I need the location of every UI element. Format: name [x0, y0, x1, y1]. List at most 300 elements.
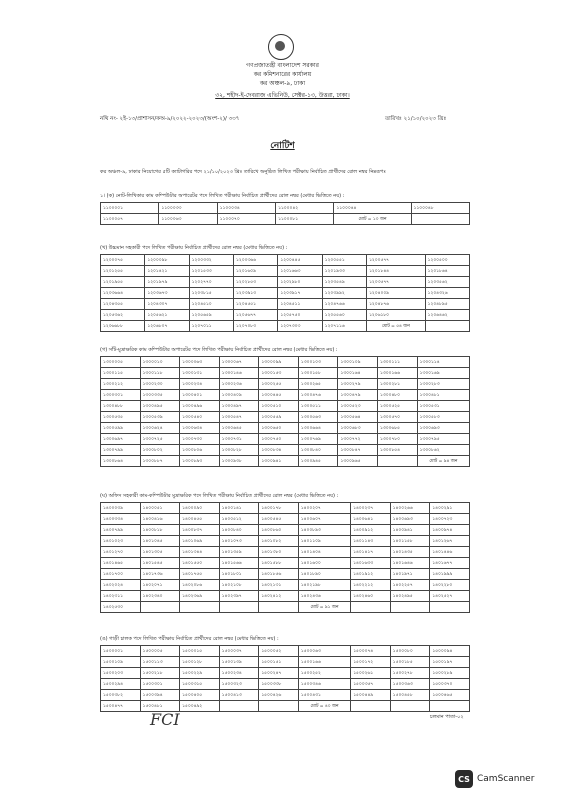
- roll-number: ১৩০০১৬৯: [417, 368, 469, 379]
- roll-number: ১২০৪৫১০: [189, 299, 233, 310]
- total-count: মোট = ৪০ জন: [298, 701, 350, 712]
- memo-number: নথি নং- ২ই-১৩/প্রাশাসন/কঅ-৯/২০২২-২০২৩/(অংশ-২)/ ৩৩৭: [100, 116, 240, 122]
- roll-number: ১৪০১০৪৫: [140, 536, 180, 547]
- roll-number: ১৫০০৩৫৭: [351, 679, 391, 690]
- header-line3: কর অঞ্চল-৯, ঢাকা: [259, 80, 306, 87]
- table-row: [101, 299, 470, 310]
- roll-number: ১৪০২১০৮: [219, 580, 259, 591]
- roll-number: ১৩০০১১৮: [140, 368, 180, 379]
- roll-number: ১৩০০১৫৩: [259, 368, 299, 379]
- roll-number: ১৪০১৪০৪: [298, 547, 350, 558]
- roll-number: ১৩০০৬৮৫: [378, 423, 418, 434]
- roll-number: ১৩০০৬৫০: [259, 423, 299, 434]
- roll-number: ১৩০০১১১: [378, 357, 418, 368]
- roll-number: ১৫০০০৮০: [390, 646, 430, 657]
- roll-number: ১৩০০০৬৩: [180, 357, 220, 368]
- table-row: [101, 690, 470, 701]
- roll-number: ১৫০০২৪৭: [259, 668, 299, 679]
- roll-number: ১৩০০১৩১: [180, 368, 220, 379]
- roll-number: ১২০৭০১১: [189, 321, 233, 332]
- roll-number: ১৫০০৪২৬: [259, 690, 299, 701]
- section-title: (খ) উচ্চমান সহকারী পদে লিখিত পরীক্ষায় নির্বাচিত প্রার্থীদের রোল নম্বর (মেধার ভিত্তিতে নয়) :: [100, 245, 288, 251]
- roll-number: ১৩০০১০৩: [298, 357, 338, 368]
- roll-number: ১২০৬৮০৭: [145, 321, 189, 332]
- roll-number: ১৫০০২৬১: [351, 668, 391, 679]
- roll-number: ১৪০১৩০৫: [140, 547, 180, 558]
- roll-number: ১১০০০৫৭: [101, 214, 159, 225]
- roll-number: ১৪০১৯৯৯: [430, 569, 470, 580]
- roll-number: ১২০১৯৩৩: [322, 266, 366, 277]
- roll-number: ১২০১৬০৯: [234, 266, 278, 277]
- roll-number: ১৪০২৩৪০: [140, 591, 180, 602]
- roll-number: ১৫০০০৫২: [259, 646, 299, 657]
- roll-number: ১৩০০৫৮৩: [417, 412, 469, 423]
- roll-number: ১৩০০৪৭৯: [338, 390, 378, 401]
- roll-number: [219, 602, 259, 613]
- camscanner-logo-icon: CS: [455, 770, 473, 788]
- roll-number: [351, 602, 391, 613]
- roll-number: ১৩০০৩০১: [101, 390, 141, 401]
- roll-number: ১৩০০৫৩১: [417, 401, 469, 412]
- roll-number: ১৩০০৫২৩: [338, 401, 378, 412]
- roll-number: ১৫০০১৯৭: [430, 657, 470, 668]
- roll-table: [100, 645, 470, 712]
- roll-table: [100, 502, 470, 613]
- roll-number: ১৪০০১৭৮: [259, 503, 299, 514]
- roll-number: ১৪০০৮৯৩: [298, 525, 350, 536]
- roll-number: ১৪০২৫২৭: [430, 591, 470, 602]
- table-row: [101, 591, 470, 602]
- table-row: [101, 277, 470, 288]
- roll-number: ১২০৭৩০৩: [278, 321, 322, 332]
- roll-number: [425, 321, 469, 332]
- roll-number: ১৫০০১১৩: [140, 657, 180, 668]
- roll-number: ১১০০০৬৩: [159, 214, 217, 225]
- roll-number: ১৩০০৫১০: [259, 401, 299, 412]
- roll-number: ১৫০০০০১: [101, 646, 141, 657]
- table-row: [101, 401, 470, 412]
- roll-number: ১৪০০৬৪১: [351, 514, 391, 525]
- roll-number: ১১০০০৭০: [217, 214, 275, 225]
- roll-number: ১১০০০৩৩: [159, 203, 217, 214]
- roll-number: ১২০৪০০৯: [367, 288, 426, 299]
- roll-number: ১৩০০৬৯৩: [417, 423, 469, 434]
- roll-number: ১৪০১১৫৮: [390, 536, 430, 547]
- table-row: [101, 266, 470, 277]
- roll-number: ১৫০০৩৪৬: [298, 679, 350, 690]
- roll-number: ১৪০১৩৪৪: [180, 547, 220, 558]
- roll-number: ১২০৪৩০৭: [145, 299, 189, 310]
- roll-number: ১৩০০৮০২: [140, 445, 180, 456]
- roll-number: ১২০০৩৩২: [189, 255, 233, 266]
- roll-number: ১৫০০১৩৯: [219, 657, 259, 668]
- roll-number: ১৪০১১০৯: [298, 536, 350, 547]
- table-row: [101, 357, 470, 368]
- roll-number: ১১০০০৪৮: [411, 203, 469, 214]
- roll-number: ১৪০১৫৪৫: [140, 558, 180, 569]
- roll-number: ১৪০১০২৩: [101, 536, 141, 547]
- roll-number: ১৫০০২৯৪: [101, 679, 141, 690]
- roll-number: ১৩০০৮২৮: [219, 445, 259, 456]
- roll-number: ১২০০৫৭৭: [367, 255, 426, 266]
- government-seal-icon: [268, 34, 294, 60]
- roll-number: ১২০১৮৬৪: [425, 266, 469, 277]
- roll-number: ১৩০০১৬৪: [338, 368, 378, 379]
- roll-number: ১৪০২৪১২: [259, 591, 299, 602]
- roll-number: ১৫০০১৬৬: [298, 657, 350, 668]
- table-row: [101, 679, 470, 690]
- roll-table: [100, 202, 470, 225]
- roll-number: ১৩০০৭৯৫: [417, 434, 469, 445]
- roll-number: ১৩০০১০৯: [338, 357, 378, 368]
- table-row: [101, 368, 470, 379]
- roll-number: ১৪০২১৯৮: [298, 580, 350, 591]
- roll-number: ১৩০০১৪৬: [219, 368, 259, 379]
- roll-number: ১৪০২৩৬৯: [180, 591, 220, 602]
- table-row: [101, 569, 470, 580]
- roll-number: ১৪০০৪৫৫: [180, 514, 220, 525]
- roll-number: ১২০১৯৭৯: [145, 277, 189, 288]
- roll-number: ১৩০০৪৮০: [378, 390, 418, 401]
- roll-number: ১৩০০৫৪৭: [219, 412, 259, 423]
- total-count: মোট = ৫৪ জন: [367, 321, 426, 332]
- roll-number: ১৫০০৩৮২: [101, 690, 141, 701]
- roll-number: ১৪০১২৬৭: [430, 536, 470, 547]
- roll-number: ১৪০০০৩৯: [101, 503, 141, 514]
- roll-number: ১৩০০৮০৬: [180, 445, 220, 456]
- roll-number: ১৩০০৭৩১: [219, 434, 259, 445]
- roll-number: ১৫০০৩০১: [140, 679, 180, 690]
- header-line1: গণপ্রজাতন্ত্রী বাংলাদেশ সরকার: [246, 62, 319, 69]
- roll-number: ১৩০০৯৬৫: [338, 456, 378, 467]
- continued-page-note: চলমান পাতা-০২: [430, 714, 464, 720]
- table-row: [101, 255, 470, 266]
- roll-number: ১৩০০৫৬৪: [338, 412, 378, 423]
- roll-number: ১৩০০৫২৫: [378, 401, 418, 412]
- roll-number: ১৪০১৬৭৭: [430, 558, 470, 569]
- roll-number: ১৫০০২৭৮: [390, 668, 430, 679]
- roll-number: ১৩০০২১২: [101, 379, 141, 390]
- roll-number: ১৩০০৯৩৮: [219, 456, 259, 467]
- roll-number: ১৩০০৫১১: [298, 401, 338, 412]
- roll-number: [351, 701, 391, 712]
- roll-number: ১৫০০৪৫৮: [390, 690, 430, 701]
- roll-number: ১৪০১৪৬৫: [101, 558, 141, 569]
- roll-number: ১৪০০৪১৬: [140, 514, 180, 525]
- roll-number: ১৪০১৬৩৩: [351, 558, 391, 569]
- total-count: মোট = ১০ জন: [334, 214, 411, 225]
- roll-number: ১৩০০৮৩৪: [259, 445, 299, 456]
- roll-number: ১২০০৫৫১: [322, 255, 366, 266]
- roll-number: ১৪০০৩৩৪: [101, 514, 141, 525]
- roll-number: ১২০১৯৫৫: [101, 277, 145, 288]
- roll-number: ১৪০১৫৮৮: [259, 558, 299, 569]
- roll-number: ১৪০২৪৩৬: [298, 591, 350, 602]
- roll-number: [219, 701, 259, 712]
- section-title: ১। (ক) নোট-লিখিকার কাম কম্পিউটার অপারেটর পদে লিখিত পরীক্ষায় নির্বাচিত প্রার্থীদের রোল নম্বর (মেধার ভিত্তিতে নয়) :: [100, 193, 345, 199]
- roll-number: ১৩০০২৩৪: [180, 379, 220, 390]
- roll-number: ১৩০০২৭৯: [338, 379, 378, 390]
- roll-number: ১২০০৪৪৫: [278, 255, 322, 266]
- roll-number: ১২০৭১১৬: [322, 321, 366, 332]
- roll-number: ১৩০০৪০১: [180, 390, 220, 401]
- roll-number: ১৩০০২৩০: [140, 379, 180, 390]
- roll-number: ১২০৪৫৫১: [234, 299, 278, 310]
- roll-number: ১২০৩৫৭৭: [367, 277, 426, 288]
- roll-number: ১৪০০৮৬০: [259, 525, 299, 536]
- roll-number: ১৪০০২৬৬: [390, 503, 430, 514]
- roll-number: ১৪০১৩৫৯: [219, 547, 259, 558]
- roll-number: ১৫০০২৩৪: [219, 668, 259, 679]
- roll-number: ১৩০০৪৯৬: [180, 401, 220, 412]
- roll-number: ১২০৬১৮০: [367, 310, 426, 321]
- table-row: [101, 288, 470, 299]
- table-row: [101, 203, 470, 214]
- roll-number: ১৩০০৮৫৪: [378, 445, 418, 456]
- roll-number: ১৩০০৫৭০: [378, 412, 418, 423]
- roll-number: ১৫০০৩২৩: [219, 679, 259, 690]
- roll-number: ১১০০০৩৪: [217, 203, 275, 214]
- roll-number: ১৫০০৪১৩: [219, 690, 259, 701]
- roll-number: ১৩০০৯৪১: [259, 456, 299, 467]
- roll-number: ১২০৬৬৮৮: [101, 321, 145, 332]
- roll-number: [140, 602, 180, 613]
- roll-number: ১২০১৫৩৩: [189, 266, 233, 277]
- roll-number: ১৩০০৪৪৫: [259, 390, 299, 401]
- roll-number: ১৪০১৬৪৬: [390, 558, 430, 569]
- roll-number: ১২০২৯৮০: [278, 277, 322, 288]
- roll-number: ১২০১২৫৫: [101, 266, 145, 277]
- roll-number: [180, 602, 220, 613]
- roll-number: ১৪০২২৫৭: [390, 580, 430, 591]
- roll-number: ১৩০০৭৯৯: [101, 445, 141, 456]
- roll-number: ১৪০২০৭১: [140, 580, 180, 591]
- roll-number: ১৪০০২৩৭: [351, 503, 391, 514]
- table-row: [101, 412, 470, 423]
- roll-number: ১২০০০৭৫: [101, 255, 145, 266]
- roll-number: ১৪০১১৪৩: [351, 536, 391, 547]
- roll-number: ১৩০০১১৫: [101, 368, 141, 379]
- roll-number: ১৪০০৮৪০: [219, 525, 259, 536]
- roll-number: ১৪০০৬০৭: [298, 514, 350, 525]
- header-address: ৩২, শহীদ-ই-দেবরাজ এভিনিউ, সেক্টর-১৩, উত্তরা, ঢাকা।: [215, 92, 350, 99]
- table-row: [101, 379, 470, 390]
- roll-number: ১৩০০৪৯৭: [219, 401, 259, 412]
- roll-number: ১২০২৭৭০: [189, 277, 233, 288]
- roll-number: ১২০৫৩৬২: [101, 310, 145, 321]
- roll-number: ১২০১৪২১: [145, 266, 189, 277]
- roll-number: ১৪০২৪৯৫: [390, 591, 430, 602]
- roll-number: ১৫০০৪৬৫: [430, 690, 470, 701]
- roll-number: ১৩০০১৬৬: [378, 368, 418, 379]
- roll-number: ১৫০০২৫২: [298, 668, 350, 679]
- roll-number: ১৫০০১০৯: [101, 657, 141, 668]
- roll-number: ১৩০০৮৬২: [417, 445, 469, 456]
- roll-number: ১৪০২০২৪: [101, 580, 141, 591]
- roll-number: ১২০৫৫৬০: [322, 310, 366, 321]
- roll-number: ১৪০১৪৩৫: [390, 547, 430, 558]
- roll-number: ১২০৪৩৫৫: [101, 299, 145, 310]
- roll-number: ১২০৪৫১১: [278, 299, 322, 310]
- roll-number: ১১০০০৪২: [276, 203, 334, 214]
- roll-number: ১৪০১৫৫০: [180, 558, 220, 569]
- roll-number: ১৪০২২১২: [351, 580, 391, 591]
- roll-number: ১৩০০৮৬৪: [101, 456, 141, 467]
- roll-number: ১৪০০৫৪৫: [259, 514, 299, 525]
- roll-number: ১৪০১৪১৭: [351, 547, 391, 558]
- roll-number: ১৩০০৫৫৯: [259, 412, 299, 423]
- roll-number: [390, 602, 430, 613]
- roll-number: ১৩০০১৫৮: [298, 368, 338, 379]
- roll-number: ১৩০০১১৪: [417, 357, 469, 368]
- intro-paragraph: কর অঞ্চল-৯, ঢাকার নিয়োগের ৫টি ক্যাটাগরির পদে ২১/১০/২০২৩ খ্রিঃ তারিখে অনুষ্ঠিত লিখিত পরীক্ষায় নির্বাচিত প্রার্থীদের রোল নম্বর নিম্নরূপঃ: [100, 169, 386, 175]
- table-row: [101, 580, 470, 591]
- roll-number: ১৩০০৯৪৫: [298, 456, 338, 467]
- roll-number: ১৪০২৩৯৭: [219, 591, 259, 602]
- roll-number: ১৩০০৫৩৫: [101, 412, 141, 423]
- roll-number: ১৫০০৪৮১: [140, 701, 180, 712]
- roll-number: ১৪০০১৪১: [219, 503, 259, 514]
- roll-number: ১৩০০২৮৩: [417, 379, 469, 390]
- roll-number: ১৩০০৫৯৯: [101, 423, 141, 434]
- roll-number: ১৫০০৪৯২: [180, 701, 220, 712]
- roll-number: ১৫০০০১৫: [180, 646, 220, 657]
- roll-number: ১৩০০৭৫০: [259, 434, 299, 445]
- table-row: [101, 646, 470, 657]
- roll-number: ১২০০৫০০: [425, 255, 469, 266]
- roll-number: ১৪০২৪৬০: [351, 591, 391, 602]
- roll-number: ১৫০০০৯৪: [430, 646, 470, 657]
- roll-number: ১৩০০৫৪০: [180, 412, 220, 423]
- roll-number: ১৪০০০৯০: [180, 503, 220, 514]
- roll-number: ১৩০০৪৯৫: [140, 401, 180, 412]
- roll-number: ১৩০০০৯৯: [259, 357, 299, 368]
- roll-number: ১২০৫৬২১: [145, 310, 189, 321]
- roll-number: ১২০৩৫৪৯: [322, 277, 366, 288]
- section-title: (গ) সাঁট-মুদ্রাক্ষরিক কাম কম্পিউটার অপারেটর পদে লিখিত পরীক্ষায় নির্বাচিত প্রার্থীদের রোল নম্বর (মেধার ভিত্তিতে নয়) :: [100, 347, 338, 353]
- roll-number: ১৪০১০৬৯: [180, 536, 220, 547]
- roll-number: ১৩০০৭৬৯: [298, 434, 338, 445]
- roll-number: ১৩০০৮৪৭: [338, 445, 378, 456]
- roll-number: ১৪০০৯৭৪: [430, 525, 470, 536]
- roll-number: ১৫০০৩৬৩: [390, 679, 430, 690]
- roll-number: ১২০৪৩২৬: [425, 288, 469, 299]
- table-row: [101, 434, 470, 445]
- roll-number: ১৪০২২৮০: [430, 580, 470, 591]
- roll-number: ১৩০০০১০: [140, 357, 180, 368]
- roll-number: ১২০৩৯৯২: [322, 288, 366, 299]
- table-row: [101, 668, 470, 679]
- table-row: [101, 514, 470, 525]
- roll-number: ১৫০০০৬৩: [298, 646, 350, 657]
- roll-number: ১৪০২০৮৬: [180, 580, 220, 591]
- roll-table: [100, 356, 470, 467]
- table-row: [101, 423, 470, 434]
- roll-number: ১২০৪৮৭৬: [367, 299, 426, 310]
- roll-number: ১৫০০৪৭৭: [101, 701, 141, 712]
- roll-number: ১৩০০০০৫: [101, 357, 141, 368]
- table-row: [101, 445, 470, 456]
- roll-number: ১৫০০১৫১: [259, 657, 299, 668]
- roll-number: ১৪০১৮৫৬: [259, 569, 299, 580]
- roll-number: ১৪০০৭২৩: [430, 514, 470, 525]
- roll-number: ১২০০৩৬৬: [234, 255, 278, 266]
- roll-number: ১৩০০৬৩৪: [180, 423, 220, 434]
- roll-number: ১৩০০৭৭২: [338, 434, 378, 445]
- roll-number: ১৩০০৫৬৩: [298, 412, 338, 423]
- roll-number: ১২০৪৮৯৫: [425, 299, 469, 310]
- roll-number: ১৫০০০০৫: [140, 646, 180, 657]
- roll-number: ১৪০২৫৩০: [101, 602, 141, 613]
- roll-number: ১২০৫৭৫০: [278, 310, 322, 321]
- roll-number: ১৩০০৫৩৯: [140, 412, 180, 423]
- section-title: (ঙ) গাড়ী চালক পদে লিখিত পরীক্ষায় নির্বাচিত প্রার্থীদের রোল নম্বর (মেধার ভিত্তিতে নয়) :: [100, 636, 279, 642]
- table-row: [101, 536, 470, 547]
- roll-number: ১২০০০৯৮: [145, 255, 189, 266]
- roll-number: ১৩০০০৬৭: [219, 357, 259, 368]
- roll-number: ১৩০০২৩৬: [219, 379, 259, 390]
- roll-number: ১২০৫৬৭৭: [234, 310, 278, 321]
- roll-number: ১৪০০৮৩৭: [180, 525, 220, 536]
- roll-number: ১৪০১২৭০: [101, 547, 141, 558]
- roll-number: ১৫০০২১৮: [140, 668, 180, 679]
- roll-number: ১৩০০৬৮৩: [338, 423, 378, 434]
- roll-number: ১৪০০৭৯৯: [101, 525, 141, 536]
- roll-number: ১৫০০২২৯: [180, 668, 220, 679]
- table-row: [101, 503, 470, 514]
- roll-number: ১৫০০৩৯৪: [140, 690, 180, 701]
- roll-number: ১৫০০২০৩: [101, 668, 141, 679]
- section-title: (ঘ) অফিস সহকারী কাম-কম্পিউটার মুদ্রাক্ষরিক পদে লিখিত পরীক্ষায় নির্বাচিত প্রার্থীদের রোল নম্বর (মেধার ভিত্তিতে নয়) :: [100, 493, 339, 499]
- roll-number: ১৩০০২৬৫: [298, 379, 338, 390]
- roll-number: ১৩০০৪০৯: [219, 390, 259, 401]
- roll-number: [430, 602, 470, 613]
- table-row: [101, 525, 470, 536]
- roll-number: ১৩০০২৮১: [378, 379, 418, 390]
- roll-number: ১১০০০০১: [101, 203, 159, 214]
- header-line2: কর কমিশনারের কার্যালয়: [253, 71, 312, 78]
- roll-number: ১৫০০০৭৪: [351, 646, 391, 657]
- roll-number: [259, 602, 299, 613]
- roll-number: ১৪০২৩১১: [101, 591, 141, 602]
- roll-table: [100, 254, 470, 332]
- table-row: [101, 214, 470, 225]
- roll-number: ১৫০০১২৮: [180, 657, 220, 668]
- roll-number: ১৫০০৪৩১: [298, 690, 350, 701]
- roll-number: ১২০৬৪৬২: [425, 310, 469, 321]
- roll-number: ১৫০০১৭২: [351, 657, 391, 668]
- roll-number: ১৪০১০৭৩: [219, 536, 259, 547]
- roll-number: ১৩০০৭৮০: [378, 434, 418, 445]
- roll-number: ১২০১৮৪৪: [367, 266, 426, 277]
- roll-number: ১৪০০৫১২: [219, 514, 259, 525]
- roll-number: ১৪০১৭৩৬: [140, 569, 180, 580]
- roll-number: ১৩০০৮৯৩: [180, 456, 220, 467]
- total-count: মোট = ৯৪ জন: [417, 456, 469, 467]
- roll-number: ১৩০০৬৯৭: [101, 434, 141, 445]
- roll-number: ১২০৩৬৬৪: [101, 288, 145, 299]
- roll-number: ১৪০১৮০১: [219, 569, 259, 580]
- roll-number: ১৩০০৪৭৬: [298, 390, 338, 401]
- roll-number: ১৪০০২০৭: [298, 503, 350, 514]
- roll-number: ১৫০০৪০৫: [180, 690, 220, 701]
- table-row: [101, 456, 470, 467]
- roll-number: ১১০০০৪৪: [334, 203, 411, 214]
- roll-number: ১৩০০২৫৫: [259, 379, 299, 390]
- table-row: [101, 547, 470, 558]
- roll-number: [390, 701, 430, 712]
- table-row: [101, 390, 470, 401]
